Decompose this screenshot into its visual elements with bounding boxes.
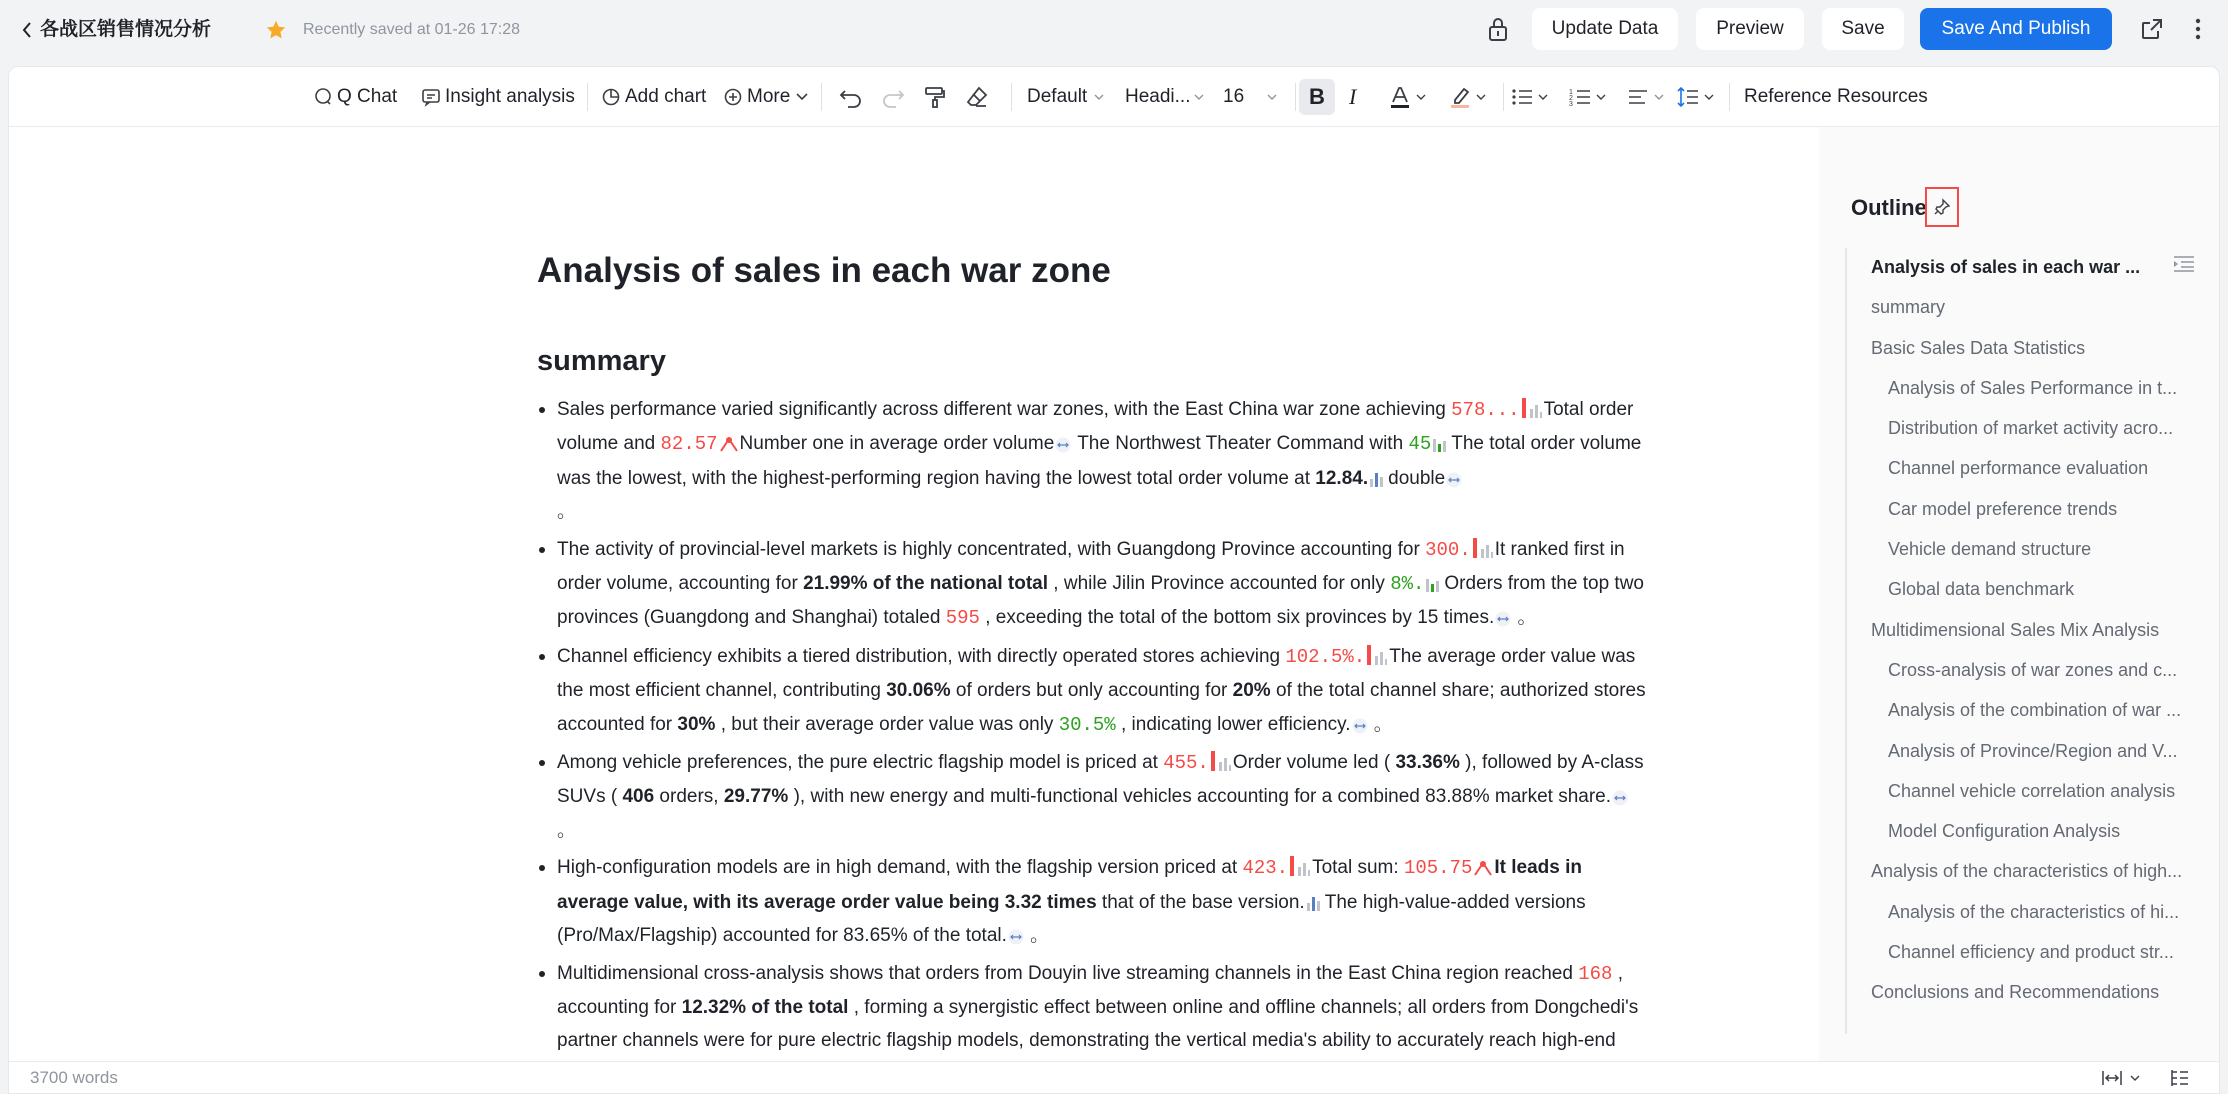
table-of-contents-icon[interactable] [2169, 1068, 2189, 1088]
metric-value: 21.99% of the national total [803, 573, 1049, 595]
format-painter-icon[interactable] [923, 79, 947, 115]
outline-item[interactable]: Analysis of the characteristics of hi... [1888, 901, 2180, 922]
text-run: Among vehicle preferences, the pure electric flagship model is priced at [557, 752, 1164, 774]
toolbar-divider [1011, 83, 1012, 111]
svg-text:1: 1 [1569, 89, 1573, 96]
link-citation-icon[interactable] [1352, 718, 1368, 734]
back-chevron-icon[interactable] [16, 17, 38, 43]
align-button[interactable] [1627, 79, 1665, 115]
metric-value: 102.5%. [1285, 645, 1366, 668]
bold-button[interactable] [1299, 79, 1335, 115]
outline-item[interactable]: Analysis of the characteristics of high... [1871, 861, 2183, 882]
outline-title: Outline [1851, 195, 1927, 220]
text-run: double [1388, 467, 1446, 489]
toolbar-divider [1729, 83, 1730, 111]
editor-toolbar [9, 67, 2220, 127]
text-run: orders, [654, 786, 724, 808]
mini-bar-chart-icon [1432, 435, 1450, 453]
svg-text:3: 3 [1569, 101, 1573, 107]
chevron-down-icon [1415, 93, 1427, 101]
add-chart-label: Add chart [625, 86, 707, 107]
metric-value: 30% [677, 713, 716, 735]
chevron-down-icon [1266, 93, 1278, 101]
document-heading[interactable]: Analysis of sales in each war zone [537, 251, 1111, 290]
open-external-icon[interactable] [2138, 15, 2166, 43]
comment-icon [421, 87, 441, 107]
metric-value: 45 [1408, 433, 1432, 456]
metric-value: 105.75 [1403, 857, 1473, 880]
text-color-icon [1389, 85, 1411, 109]
editor-panel [8, 66, 2220, 1094]
mini-bar-chart-icon [1297, 859, 1311, 877]
outline-item[interactable]: Global data benchmark [1888, 579, 2075, 600]
metric-value: 8%. [1390, 573, 1425, 596]
text-run: High-configuration models are in high demand, with the flagship version priced at [557, 857, 1243, 879]
chevron-down-icon [2129, 1074, 2141, 1082]
page-width-toggle[interactable] [2101, 1068, 2141, 1088]
mini-bar-chart-icon [1480, 541, 1494, 559]
more-label: More [747, 86, 791, 107]
pin-icon[interactable] [1925, 187, 1959, 227]
chevron-down-icon [795, 92, 809, 102]
text-run: It ranked first in order volume, accounting for [557, 538, 1625, 595]
q-chat-label: Q Chat [337, 86, 398, 107]
metric-value: 455. [1163, 752, 1209, 775]
metric-value: 168 [1578, 962, 1613, 985]
metric-value: 29.77% [723, 786, 789, 808]
text-run: Number one in average order volume [739, 433, 1055, 455]
text-run: The high-value-added versions (Pro/Max/Flagship) accounted for 83.65% of the total. [557, 891, 1586, 947]
bullet-list-icon [1511, 87, 1533, 107]
bar-marker-icon [1367, 645, 1371, 665]
text-run: Order volume led ( [1232, 752, 1396, 774]
outline-item[interactable]: Analysis of Sales Performance in t... [1888, 377, 2178, 398]
chevron-down-icon [1093, 93, 1105, 101]
favorite-star-icon[interactable] [263, 17, 289, 43]
text-run: Sales performance varied significantly across different war zones, with the East China war zone achieving [557, 399, 1452, 420]
chevron-down-icon [1475, 93, 1487, 101]
summary-bullet[interactable] [537, 746, 1647, 847]
text-run: The Northwest Theater Command with [1072, 433, 1409, 455]
text-run: The activity of provincial-level markets is highly concentrated, with Guangdong Province accounting for [557, 538, 1426, 560]
reference-resources-button[interactable]: Reference Resources [1744, 86, 1928, 107]
outline-list [1871, 247, 2201, 1013]
mini-bar-chart-icon [1218, 754, 1232, 772]
text-run: , exceeding the total of the bottom six provinces by 15 times. [979, 607, 1495, 629]
text-run: Total order volume and [557, 399, 1634, 455]
metric-value: 12.84. [1315, 467, 1369, 489]
chevron-down-icon [1653, 93, 1665, 101]
chevron-down-icon [1537, 93, 1549, 101]
chevron-down-icon [1193, 93, 1205, 101]
mini-bar-chart-icon [1374, 648, 1388, 666]
toolbar-divider [1503, 83, 1504, 111]
highlight-color-button[interactable] [1449, 79, 1487, 115]
outline-item[interactable]: Car model preference trends [1888, 498, 2118, 519]
text-run: ), with new energy and multi-functional vehicles accounting for a combined 83.88% market share. [788, 786, 1612, 808]
mini-bar-chart-icon [1306, 894, 1324, 912]
font-family-select[interactable] [1027, 79, 1105, 115]
outline-item[interactable]: Conclusions and Recommendations [1871, 982, 2160, 1003]
highlighter-icon [1449, 85, 1471, 109]
outline-item[interactable]: Basic Sales Data Statistics [1871, 337, 2086, 358]
link-citation-icon[interactable] [1055, 437, 1071, 453]
metric-value: 578... [1451, 399, 1520, 421]
heading-style-select[interactable] [1125, 79, 1205, 115]
text-run: The total order volume was the lowest, with the highest-performing region having the lowest total order volume at [557, 433, 1642, 489]
q-chat-button[interactable] [313, 79, 397, 115]
summary-bullet[interactable] [537, 393, 1647, 529]
more-options-icon[interactable] [2188, 15, 2208, 43]
summary-body[interactable] [537, 393, 1647, 1094]
link-citation-icon[interactable] [1612, 790, 1628, 806]
text-run: , but their average order value was only [715, 713, 1059, 735]
fit-width-icon [2101, 1068, 2123, 1088]
text-run: , accounting for [557, 962, 1623, 1018]
chevron-down-icon [1595, 93, 1607, 101]
text-run: 。 [1512, 607, 1537, 629]
mini-bar-chart-icon [1529, 401, 1543, 419]
metric-value: 33.36% [1395, 752, 1460, 774]
metric-value: 406 [622, 786, 655, 808]
summary-bullet[interactable] [537, 533, 1647, 636]
metric-value: 30.06% [886, 680, 951, 702]
bold-icon: B [1309, 84, 1325, 109]
preview-button[interactable]: Preview [1696, 8, 1804, 50]
text-run: ), followed by A-class SUVs ( [557, 752, 1644, 808]
metric-value: 82.57 [660, 433, 718, 456]
font-family-value: Default [1027, 86, 1088, 107]
rank-badge-icon [1473, 859, 1493, 877]
toolbar-divider [821, 83, 822, 111]
insight-analysis-button[interactable] [421, 79, 575, 115]
outline-item[interactable]: Channel vehicle correlation analysis [1888, 780, 2176, 801]
text-run: Multidimensional cross-analysis shows that orders from Douyin live streaming channels in the East China region reached [557, 962, 1579, 984]
chevron-down-icon [1703, 93, 1715, 101]
save-button[interactable]: Save [1822, 8, 1904, 50]
numbered-list-button[interactable] [1569, 79, 1607, 115]
outline-item[interactable]: Cross-analysis of war zones and c... [1888, 659, 2178, 680]
text-run: Channel efficiency exhibits a tiered distribution, with directly operated stores achieving [557, 645, 1286, 667]
outline-item[interactable]: Analysis of the combination of war ... [1888, 700, 2182, 721]
outline-item[interactable]: Model Configuration Analysis [1888, 821, 2121, 842]
bar-marker-icon [1211, 751, 1215, 771]
outline-item[interactable]: Distribution of market activity acro... [1888, 418, 2174, 439]
rank-badge-icon [719, 435, 739, 453]
summary-heading[interactable]: summary [537, 345, 666, 377]
bar-marker-icon [1522, 398, 1526, 418]
more-menu-button[interactable] [723, 79, 809, 115]
plus-circle-icon [723, 87, 743, 107]
font-size-select[interactable] [1223, 79, 1278, 115]
outline-item[interactable]: Multidimensional Sales Mix Analysis [1871, 619, 2160, 640]
mini-bar-chart-icon [1425, 575, 1443, 593]
document-title[interactable]: 各战区销售情况分析 [40, 19, 212, 40]
status-bar [9, 1061, 2220, 1094]
mini-bar-chart-icon [1369, 470, 1387, 488]
text-run: 。 [1024, 925, 1050, 947]
summary-bullet[interactable] [537, 851, 1647, 952]
text-run: The average order value was the most efficient channel, contributing [557, 645, 1636, 702]
outline-item[interactable]: Analysis of sales in each war ... [1871, 257, 2141, 277]
undo-icon[interactable] [839, 79, 863, 115]
metric-value: 300. [1425, 538, 1471, 561]
bar-marker-icon [1290, 856, 1294, 876]
insight-analysis-label: Insight analysis [445, 86, 575, 107]
italic-button[interactable] [1349, 79, 1356, 115]
text-run: of the total channel share; authorized stores accounted for [557, 680, 1646, 735]
top-bar [0, 0, 2228, 60]
summary-bullet[interactable] [537, 640, 1647, 742]
pie-chart-icon [601, 87, 621, 107]
text-run: , forming a synergistic effect between online and offline channels; all orders from Dongchedi's partner channels were for pure electric flagship models, demonstrating the vertical media's ability to accurately reach high-end [557, 996, 1639, 1052]
text-run: of orders but only accounting for [950, 680, 1233, 702]
link-citation-icon[interactable] [1446, 472, 1462, 488]
toolbar-divider [587, 83, 588, 111]
save-and-publish-button[interactable]: Save And Publish [1920, 8, 2112, 50]
word-count: 3700 words [30, 1068, 118, 1087]
text-run: 。 [557, 819, 577, 841]
link-citation-icon[interactable] [1008, 929, 1024, 945]
save-status: Recently saved at 01-26 17:28 [303, 21, 521, 38]
line-spacing-button[interactable] [1677, 79, 1715, 115]
text-run: , indicating lower efficiency. [1115, 713, 1351, 735]
bullet-list-button[interactable] [1511, 79, 1549, 115]
text-run: , while Jilin Province accounted for only [1048, 573, 1391, 595]
add-chart-button[interactable] [601, 79, 706, 115]
text-run: 。 [557, 501, 577, 523]
metric-value: 595 [945, 607, 980, 630]
text-run: 。 [1368, 713, 1393, 735]
lock-icon[interactable] [1484, 13, 1512, 45]
redo-icon[interactable] [881, 79, 905, 115]
numbered-list-icon [1569, 87, 1591, 107]
update-data-button[interactable]: Update Data [1532, 8, 1678, 50]
outline-panel [1819, 127, 2220, 1061]
text-run: Orders from the top two provinces (Guangdong and Shanghai) totaled [557, 573, 1644, 629]
outline-item[interactable]: Vehicle demand structure [1888, 539, 2092, 560]
metric-value: 20% [1232, 680, 1271, 702]
metric-value: It leads in average value, with its average order value being 3.32 times [557, 857, 1582, 913]
link-citation-icon[interactable] [1495, 611, 1511, 627]
outline-item[interactable]: Channel efficiency and product str... [1888, 942, 2174, 963]
eraser-icon[interactable] [965, 79, 989, 115]
outline-item[interactable]: Analysis of Province/Region and V... [1888, 740, 2178, 761]
outline-track [1845, 248, 1847, 1034]
metric-value: 423. [1242, 857, 1289, 880]
metric-value: 30.5% [1058, 713, 1116, 736]
heading-style-value: Headi... [1125, 86, 1191, 107]
document-editor[interactable] [9, 127, 1819, 1061]
metric-value: 12.32% of the total [681, 996, 849, 1018]
align-left-icon [1627, 87, 1649, 107]
text-color-button[interactable] [1389, 79, 1427, 115]
outline-item[interactable]: summary [1871, 297, 1946, 318]
outline-item[interactable]: Channel performance evaluation [1888, 458, 2149, 479]
italic-icon: I [1349, 84, 1357, 109]
summary-list [537, 393, 1647, 1091]
svg-text:2: 2 [1569, 95, 1573, 102]
chat-icon [313, 87, 333, 107]
toolbar-divider [1295, 83, 1296, 111]
line-spacing-icon [1677, 86, 1699, 108]
bar-marker-icon [1473, 538, 1477, 558]
text-run: that of the base version. [1096, 891, 1305, 913]
font-size-value: 16 [1223, 86, 1245, 107]
text-run: Total sum: [1312, 857, 1404, 879]
